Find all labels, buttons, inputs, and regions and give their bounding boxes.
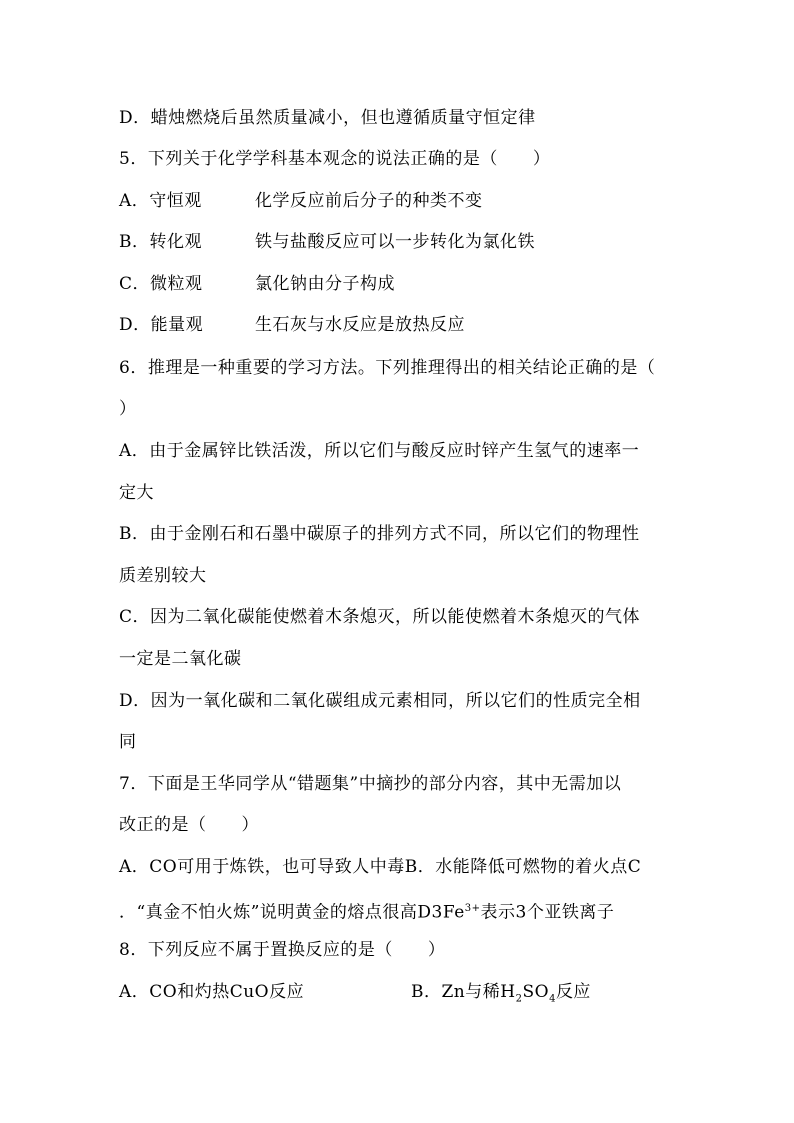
option-6d: D．因为一氧化碳和二氧化碳组成元素相同，所以它们的性质完全相 — [119, 691, 641, 711]
charge-superscript: 3+ — [464, 903, 481, 914]
option-text: 表示3个亚铁离子 — [480, 902, 615, 923]
option-6d-cont: 同 — [119, 732, 137, 752]
option-8a: A．CO和灼热CuO反应 — [119, 982, 305, 1002]
text-line: D．蜡烛燃烧后虽然质量减小，但也遵循质量守恒定律 — [119, 108, 536, 128]
option-text: 氯化钠由分子构成 — [255, 274, 395, 294]
option-label: B．转化观 — [119, 232, 202, 252]
option-5b — [119, 231, 535, 253]
question-6-cont: ） — [119, 399, 137, 419]
option-text: ．“真金不怕火炼”说明黄金的熔点很高D3Fe — [119, 902, 465, 923]
option-6b: B．由于金刚石和石墨中碳原子的排列方式不同，所以它们的物理性 — [119, 524, 640, 544]
option-text: 生石灰与水反应是放热反应 — [255, 315, 465, 335]
question-7-cont: 改正的是（ ） — [119, 815, 259, 835]
option-5a — [119, 190, 483, 212]
option-6a: A．由于金属锌比铁活泼，所以它们与酸反应时锌产生氢气的速率一 — [119, 441, 640, 461]
question-6: 6．推理是一种重要的学习方法。下列推理得出的相关结论正确的是（ — [119, 358, 656, 378]
subscript: 2 — [515, 993, 523, 1005]
option-6c: C．因为二氧化碳能使燃着木条熄灭，所以能使燃着木条熄灭的气体 — [119, 607, 641, 627]
question-5: 5．下列关于化学学科基本观念的说法正确的是（ ） — [119, 149, 551, 169]
option-6b-cont: 质差别较大 — [119, 566, 207, 586]
option-text: 铁与盐酸反应可以一步转化为氯化铁 — [255, 232, 535, 252]
option-text: 化学反应前后分子的种类不变 — [255, 191, 483, 211]
option-text: SO — [522, 982, 550, 1002]
options-8-line1 — [119, 981, 591, 1010]
option-8b — [411, 982, 591, 1005]
question-7: 7．下面是王华同学从“错题集”中摘抄的部分内容，其中无需加以 — [119, 774, 622, 794]
options-7-line2 — [119, 898, 614, 924]
option-6c-cont: 一定是二氧化碳 — [119, 649, 242, 669]
option-5c — [119, 273, 395, 295]
option-label: A．守恒观 — [119, 191, 202, 211]
option-5d — [119, 314, 465, 336]
option-label: C．微粒观 — [119, 274, 203, 294]
subscript: 4 — [549, 993, 556, 1005]
option-text: 反应 — [555, 982, 591, 1002]
option-label: D．能量观 — [119, 315, 204, 335]
question-8: 8．下列反应不属于置换反应的是（ ） — [119, 940, 446, 960]
option-text: B．Zn与稀H — [411, 982, 516, 1002]
options-7-line1: A．CO可用于炼铁，也可导致人中毒B．水能降低可燃物的着火点C — [119, 857, 642, 877]
option-6a-cont: 定大 — [119, 483, 154, 503]
